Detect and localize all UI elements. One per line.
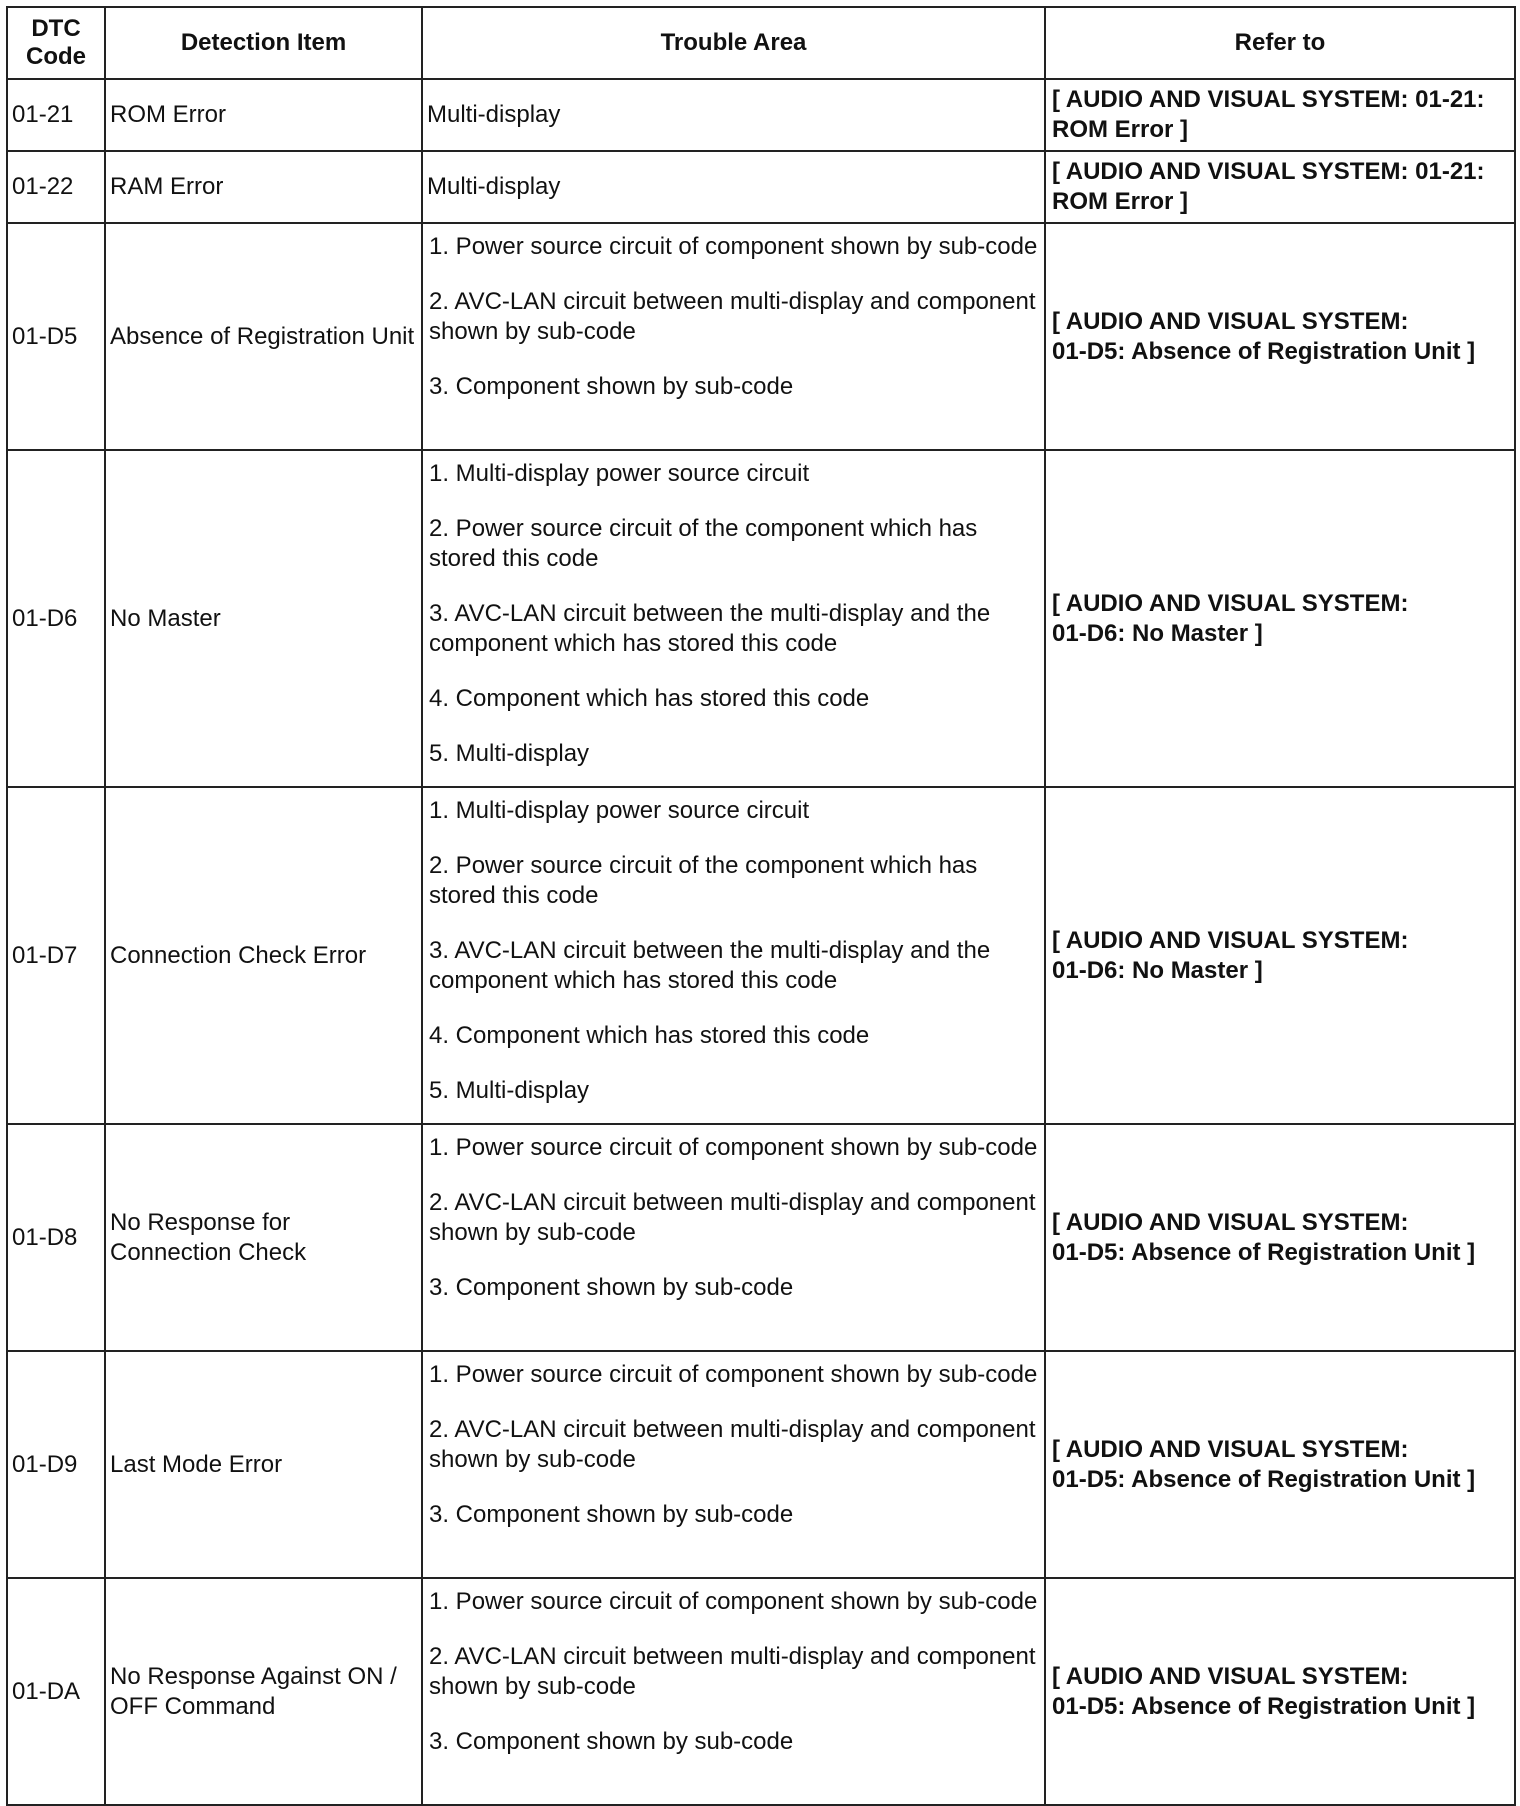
trouble-item: 4. Component which has stored this code bbox=[429, 685, 870, 712]
trouble-item: 1. Multi-display power source circuit bbox=[429, 797, 810, 824]
trouble-item: 2. AVC-LAN circuit between multi-display and component shown by sub-code bbox=[429, 288, 1036, 345]
header-detection-item: Detection Item bbox=[105, 7, 422, 79]
detection-item: ROM Error bbox=[105, 79, 422, 151]
trouble-item: 4. Component which has stored this code bbox=[429, 1022, 870, 1049]
trouble-item: 2. AVC-LAN circuit between multi-display and component shown by sub-code bbox=[429, 1643, 1036, 1700]
detection-item: Last Mode Error bbox=[105, 1351, 422, 1578]
dtc-table bbox=[6, 6, 1516, 1806]
dtc-code: 01-22 bbox=[7, 151, 105, 223]
trouble-item: 2. Power source circuit of the component which has stored this code bbox=[429, 515, 978, 572]
trouble-item: 1. Power source circuit of component shown by sub-code bbox=[429, 233, 1038, 260]
trouble-area bbox=[422, 1124, 1045, 1351]
trouble-item: 3. Component shown by sub-code bbox=[429, 373, 794, 400]
trouble-item: 3. AVC-LAN circuit between the multi-display and the component which has stored this code bbox=[429, 937, 991, 994]
table-row bbox=[7, 151, 1515, 223]
detection-item: Absence of Registration Unit bbox=[105, 223, 422, 450]
dtc-code: 01-D5 bbox=[7, 223, 105, 450]
refer-link[interactable]: [ AUDIO AND VISUAL SYSTEM: 01-D5: Absence of Registration Unit ] bbox=[1045, 1351, 1515, 1578]
refer-link[interactable]: [ AUDIO AND VISUAL SYSTEM: 01-D5: Absence of Registration Unit ] bbox=[1045, 1124, 1515, 1351]
table-row bbox=[7, 787, 1515, 1124]
header-dtc-code: DTC Code bbox=[7, 7, 105, 79]
trouble-item: 1. Power source circuit of component shown by sub-code bbox=[429, 1588, 1038, 1615]
trouble-item: 5. Multi-display bbox=[429, 1077, 590, 1104]
trouble-item: 3. AVC-LAN circuit between the multi-display and the component which has stored this code bbox=[429, 600, 991, 657]
trouble-area bbox=[422, 1351, 1045, 1578]
detection-item: No Response Against ON / OFF Command bbox=[105, 1578, 422, 1805]
refer-link[interactable]: [ AUDIO AND VISUAL SYSTEM: 01-D5: Absence of Registration Unit ] bbox=[1045, 1578, 1515, 1805]
dtc-code: 01-DA bbox=[7, 1578, 105, 1805]
header-refer-to: Refer to bbox=[1045, 7, 1515, 79]
trouble-item: 1. Power source circuit of component shown by sub-code bbox=[429, 1134, 1038, 1161]
table-row bbox=[7, 1124, 1515, 1351]
detection-item: No Response for Connection Check bbox=[105, 1124, 422, 1351]
refer-link[interactable]: [ AUDIO AND VISUAL SYSTEM: 01-D6: No Master ] bbox=[1045, 450, 1515, 787]
refer-link[interactable]: [ AUDIO AND VISUAL SYSTEM: 01-21: ROM Error ] bbox=[1045, 79, 1515, 151]
refer-link[interactable]: [ AUDIO AND VISUAL SYSTEM: 01-21: ROM Error ] bbox=[1045, 151, 1515, 223]
refer-link[interactable]: [ AUDIO AND VISUAL SYSTEM: 01-D5: Absence of Registration Unit ] bbox=[1045, 223, 1515, 450]
trouble-area: Multi-display bbox=[422, 151, 1045, 223]
table-body bbox=[7, 79, 1515, 1805]
trouble-item: 2. Power source circuit of the component which has stored this code bbox=[429, 852, 978, 909]
dtc-code: 01-D6 bbox=[7, 450, 105, 787]
table-row bbox=[7, 1351, 1515, 1578]
trouble-item: 3. Component shown by sub-code bbox=[429, 1274, 794, 1301]
trouble-area: Multi-display bbox=[422, 79, 1045, 151]
header-trouble-area: Trouble Area bbox=[422, 7, 1045, 79]
trouble-area bbox=[422, 450, 1045, 787]
dtc-code: 01-D8 bbox=[7, 1124, 105, 1351]
trouble-item: 2. AVC-LAN circuit between multi-display and component shown by sub-code bbox=[429, 1189, 1036, 1246]
refer-link[interactable]: [ AUDIO AND VISUAL SYSTEM: 01-D6: No Master ] bbox=[1045, 787, 1515, 1124]
table-row bbox=[7, 223, 1515, 450]
detection-item: Connection Check Error bbox=[105, 787, 422, 1124]
trouble-area bbox=[422, 223, 1045, 450]
trouble-item: 3. Component shown by sub-code bbox=[429, 1501, 794, 1528]
trouble-item: 5. Multi-display bbox=[429, 740, 590, 767]
header-row bbox=[7, 7, 1515, 79]
dtc-code: 01-D9 bbox=[7, 1351, 105, 1578]
table-row bbox=[7, 450, 1515, 787]
table-row bbox=[7, 79, 1515, 151]
dtc-code: 01-21 bbox=[7, 79, 105, 151]
trouble-area bbox=[422, 787, 1045, 1124]
detection-item: RAM Error bbox=[105, 151, 422, 223]
trouble-item: 3. Component shown by sub-code bbox=[429, 1728, 794, 1755]
trouble-item: 1. Multi-display power source circuit bbox=[429, 460, 810, 487]
table-row bbox=[7, 1578, 1515, 1805]
dtc-code: 01-D7 bbox=[7, 787, 105, 1124]
trouble-item: 2. AVC-LAN circuit between multi-display and component shown by sub-code bbox=[429, 1416, 1036, 1473]
detection-item: No Master bbox=[105, 450, 422, 787]
trouble-area bbox=[422, 1578, 1045, 1805]
trouble-item: 1. Power source circuit of component shown by sub-code bbox=[429, 1361, 1038, 1388]
